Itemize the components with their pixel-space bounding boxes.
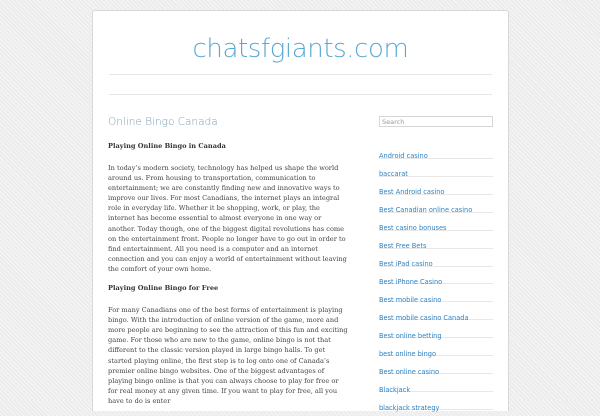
sidebar-item [379, 357, 493, 375]
sidebar-item [379, 303, 493, 321]
sidebar-link-best-canadian-online-casino[interactable]: Best Canadian online casino [379, 205, 473, 214]
sidebar-item [379, 195, 493, 213]
post-content [108, 116, 348, 416]
post-heading-1: Playing Online Bingo in Canada [108, 142, 226, 150]
sidebar-link-best-iphone-casino[interactable]: Best iPhone Casino [379, 277, 443, 286]
sidebar-link-best-online-casino[interactable]: Best online casino [379, 367, 440, 376]
sidebar-link-android-casino[interactable]: Android casino [379, 152, 428, 160]
sidebar-item [379, 231, 493, 249]
sidebar-item [379, 375, 493, 393]
sidebar-item [379, 339, 493, 357]
post-paragraph-1: In today’s modern society, technology has helped us shape the world around us. From housing to transportation, communication to entertainment; we are constantly finding new and innovative ways to improve our lives. For most Canadians, the internet plays an integral role in everyday life. Whether it be shopping, work, or play, the internet has become essential to almost everyone in one way or another. Today though, one of the biggest digital revolutions has come on the entertainment front. People no longer have to go out in order to find entertainment. All you need is a computer and an internet connection and you can enjoy a world of entertainment without leaving the comfort of your own home. [108, 164, 347, 273]
sidebar-link-best-casino-bonuses[interactable]: Best casino bonuses [379, 223, 447, 232]
post-paragraph-2: For many Canadians one of the best forms of entertainment is playing bingo. With the introduction of online version of the game, more and more people are beginning to see the attraction of this fun and exciting game. For those who are new to the game, online bingo is not that different to the classic version played in large bingo halls. To get started playing online, the first step is to log onto one of Canada’s premier online bingo websites. One of the biggest advantages of playing bingo online is that you can always choose to play for free or for real money at any given time. If you want to play for free, all you have to do is enter [108, 306, 348, 405]
sidebar-item [379, 285, 493, 303]
header-divider-bottom [109, 94, 492, 95]
sidebar-item [379, 159, 493, 177]
sidebar-link-baccarat[interactable]: baccarat [379, 169, 408, 178]
site-title[interactable]: chatsfgiants.com [192, 34, 409, 64]
sidebar-link-blackjack[interactable]: Blackjack [379, 385, 411, 394]
header-divider-top [109, 74, 492, 75]
sidebar-item [379, 141, 493, 159]
sidebar-item [379, 321, 493, 339]
sidebar-link-best-ipad-casino[interactable]: Best iPad casino [379, 259, 433, 268]
sidebar-item [379, 267, 493, 285]
sidebar-link-best-mobile-casino[interactable]: Best mobile casino [379, 295, 442, 304]
sidebar [379, 116, 493, 411]
post-heading-2: Playing Online Bingo for Free [108, 284, 219, 293]
page-container [92, 10, 509, 411]
sidebar-item [379, 177, 493, 195]
search-input[interactable] [379, 116, 493, 127]
sidebar-link-best-online-bingo[interactable]: best online bingo [379, 349, 436, 358]
sidebar-item [379, 249, 493, 267]
sidebar-link-best-online-betting[interactable]: Best online betting [379, 331, 442, 340]
sidebar-link-best-free-bets[interactable]: Best Free Bets [379, 241, 427, 250]
sidebar-item [379, 393, 493, 411]
sidebar-links [379, 141, 493, 410]
sidebar-link-best-mobile-casino-canada[interactable]: Best mobile casino Canada [379, 313, 469, 322]
sidebar-link-best-android-casino[interactable]: Best Android casino [379, 187, 445, 196]
sidebar-item [379, 213, 493, 231]
sidebar-link-blackjack-strategy[interactable]: blackjack strategy [379, 403, 440, 412]
post-title: Online Bingo Canada [108, 116, 218, 128]
